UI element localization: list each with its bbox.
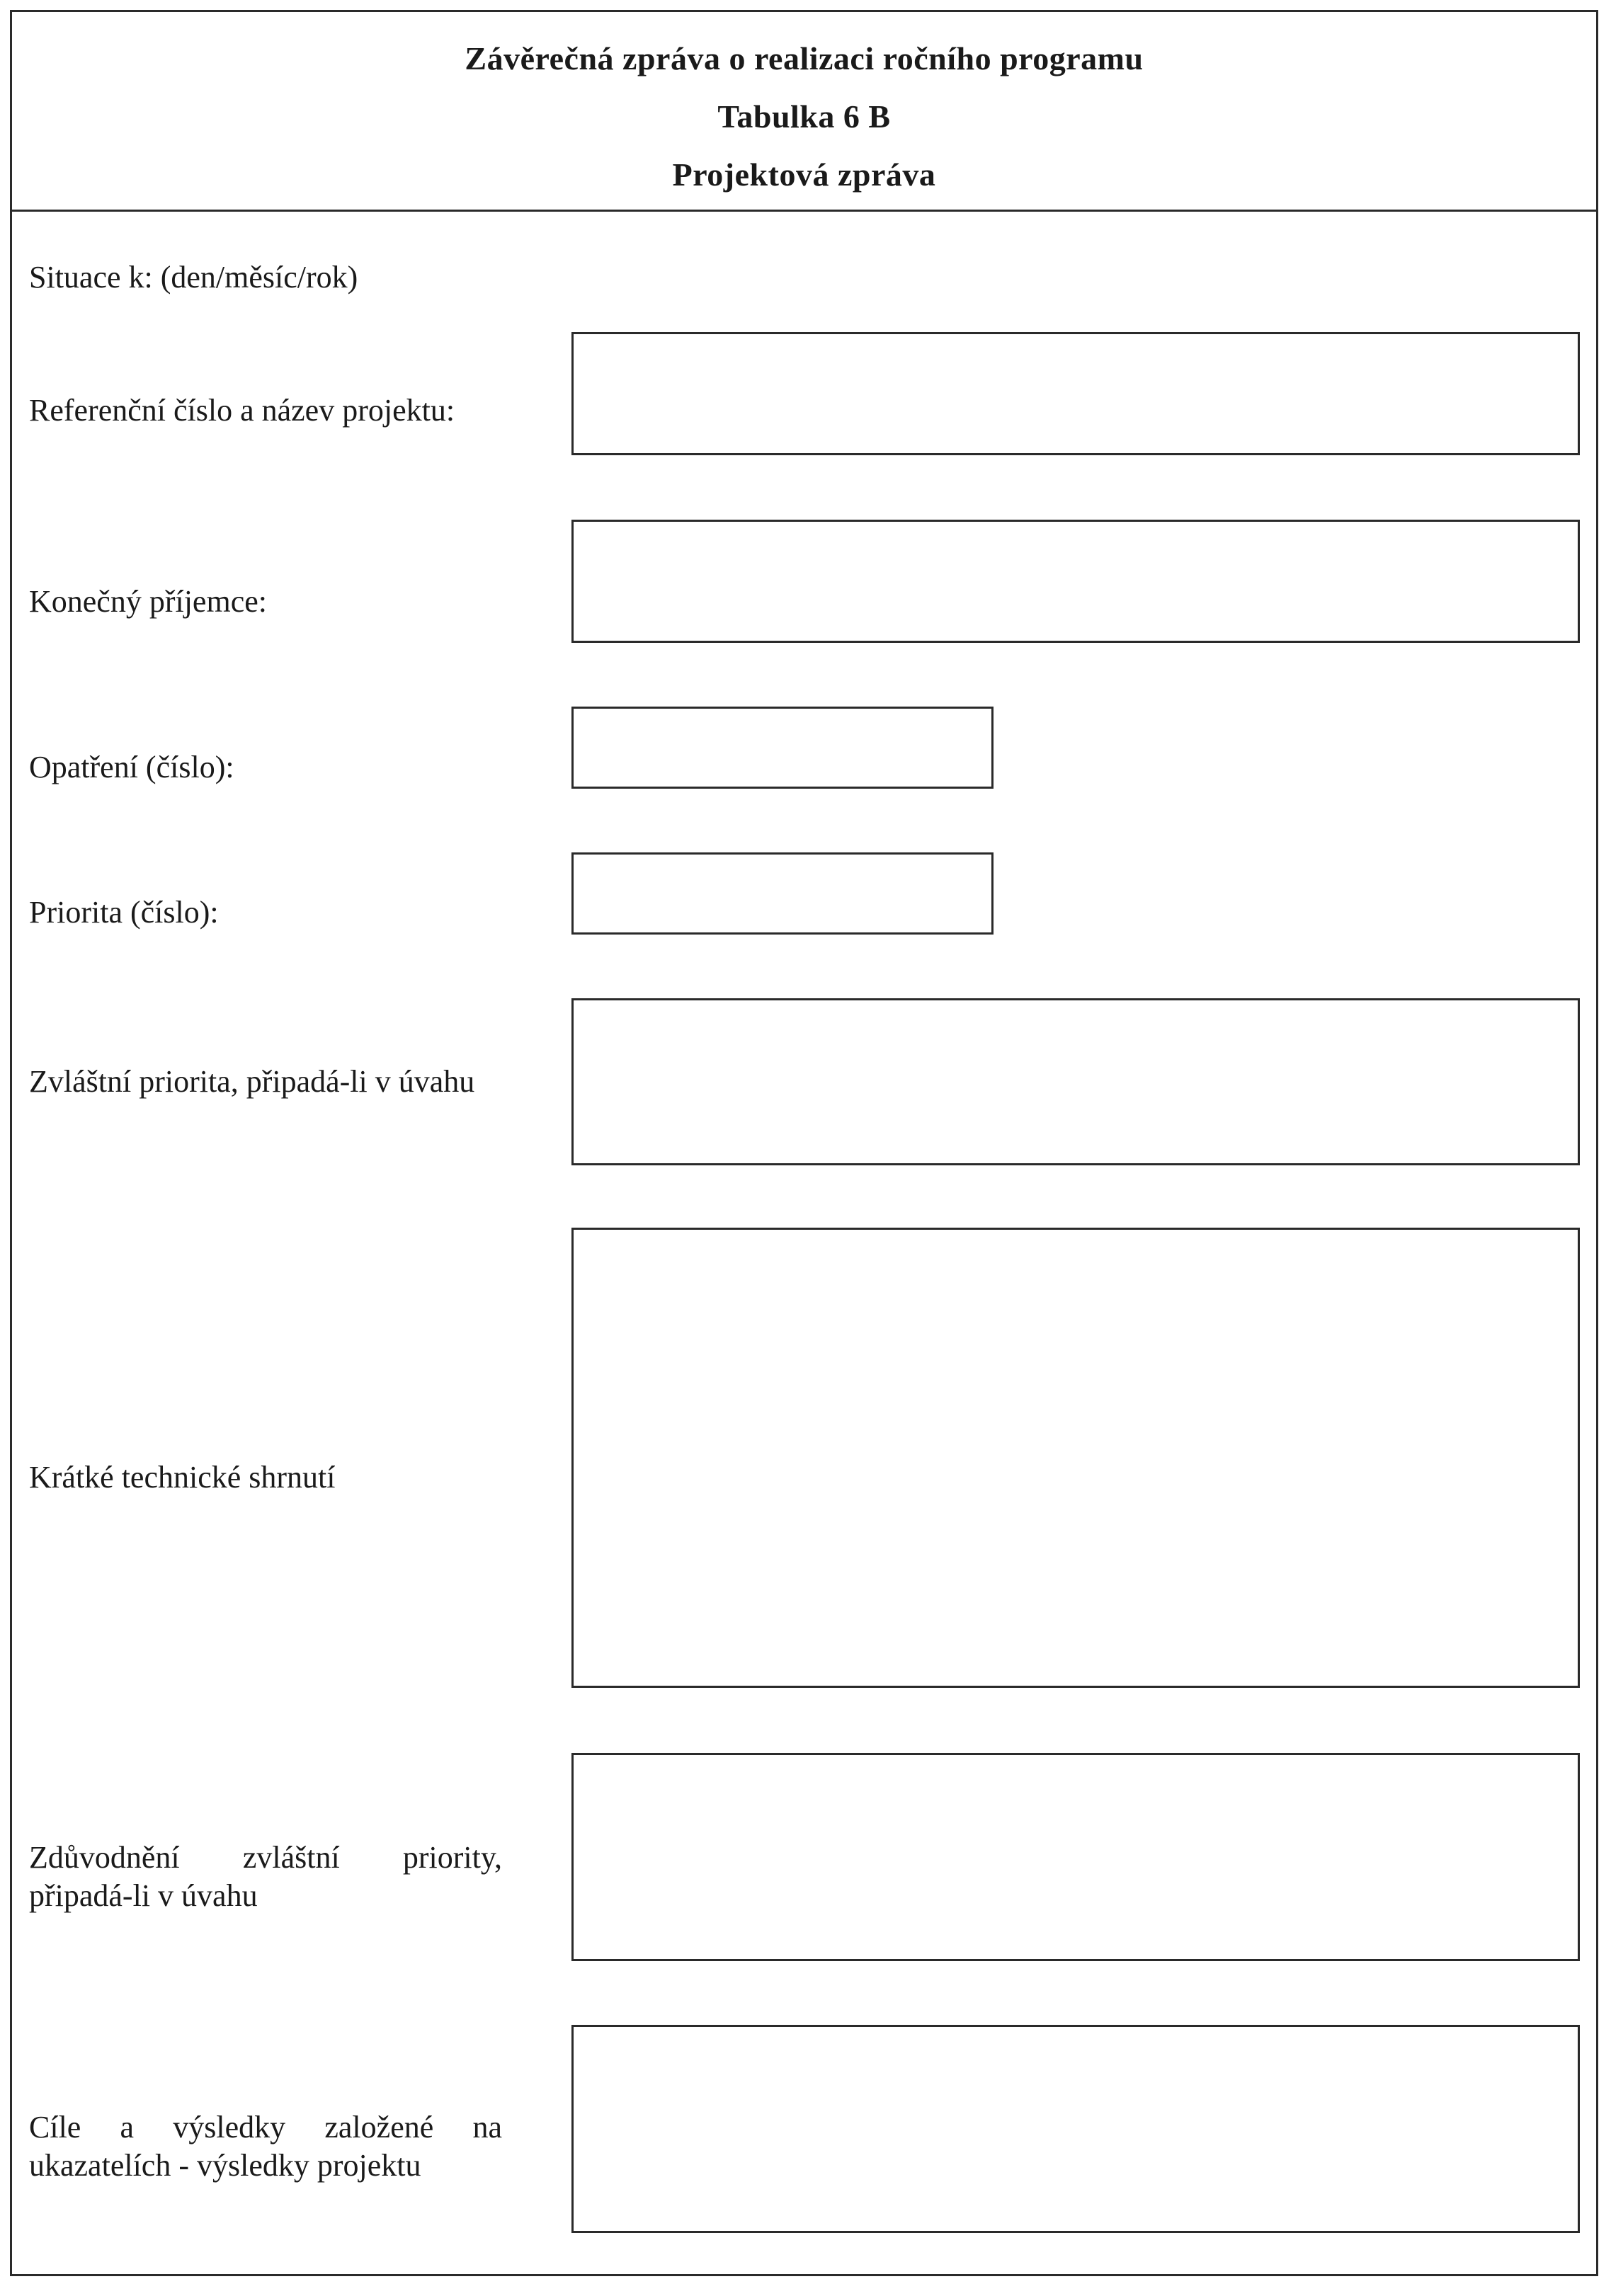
objectives-results-input[interactable] <box>571 2025 1580 2233</box>
objectives-results-label: Cíle a výsledky založené na ukazatelích - výsledky projektu <box>29 2110 502 2183</box>
priority-justification-input[interactable] <box>571 1753 1580 1961</box>
special-priority-label: Zvláštní priorita, připadá-li v úvahu <box>29 1064 475 1099</box>
priority-justification-label: Zdůvodnění zvláštní priority, připadá-li v úvahu <box>29 1840 502 1913</box>
report-title: Závěrečná zpráva o realizaci ročního programu <box>465 40 1144 76</box>
technical-summary-input[interactable] <box>571 1228 1580 1688</box>
reference-input[interactable] <box>571 332 1580 455</box>
recipient-input[interactable] <box>571 520 1580 643</box>
date-label: Situace k: (den/měsíc/rok) <box>29 260 358 295</box>
reference-label: Referenční číslo a název projektu: <box>29 393 455 428</box>
report-subtitle: Projektová zpráva <box>672 156 936 193</box>
table-label: Tabulka 6 B <box>717 98 891 135</box>
special-priority-input[interactable] <box>571 998 1580 1165</box>
priority-label: Priorita (číslo): <box>29 895 219 930</box>
technical-summary-label: Krátké technické shrnutí <box>29 1460 336 1495</box>
measure-label: Opatření (číslo): <box>29 750 234 784</box>
priority-input[interactable] <box>571 852 994 935</box>
form-frame <box>10 10 1598 2276</box>
form-header <box>12 12 1596 212</box>
measure-input[interactable] <box>571 707 994 789</box>
recipient-label: Konečný příjemce: <box>29 584 267 619</box>
